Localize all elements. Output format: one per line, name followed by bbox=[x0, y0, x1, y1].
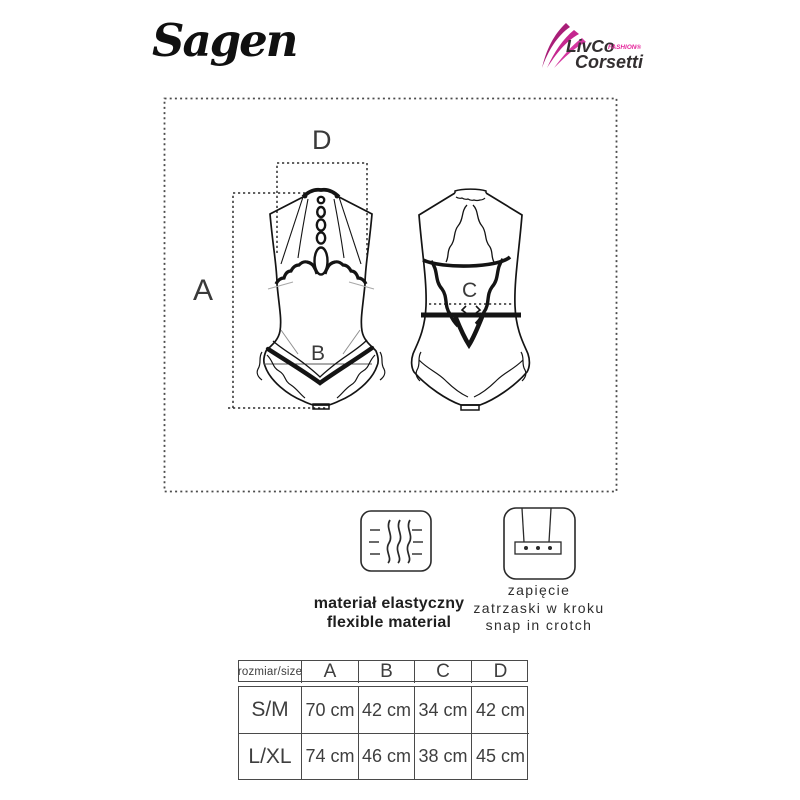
brand-fashion: FASHION® bbox=[608, 44, 642, 51]
row-sm-b: 42 cm bbox=[358, 687, 414, 733]
caption-line: flexible material bbox=[326, 614, 452, 631]
snap-crotch-icon bbox=[501, 505, 579, 583]
row-sm-c: 34 cm bbox=[414, 687, 471, 733]
caption-line: zatrzaski w kroku bbox=[473, 599, 605, 616]
row-lxl-d: 45 cm bbox=[471, 733, 529, 779]
row-sm-d: 42 cm bbox=[471, 687, 529, 733]
elastic-material-icon bbox=[358, 508, 434, 574]
header-cell-b: B bbox=[358, 661, 414, 683]
header-cell-a: A bbox=[301, 661, 358, 683]
label-c: C bbox=[462, 279, 478, 302]
caption-line: materiał elastyczny bbox=[313, 595, 465, 612]
size-table-header bbox=[238, 660, 528, 682]
caption-line: zapięcie bbox=[507, 582, 571, 598]
header-cell-d: D bbox=[471, 661, 529, 683]
diagram-dotted-border bbox=[165, 99, 617, 492]
label-b: B bbox=[311, 342, 326, 365]
row-lxl-a: 74 cm bbox=[301, 733, 358, 779]
label-a: A bbox=[193, 274, 214, 307]
size-table-body bbox=[238, 686, 528, 780]
header-cell-rozmiar: rozmiar/size bbox=[237, 666, 303, 678]
row-sm-a: 70 cm bbox=[301, 687, 358, 733]
brand-corsetti: Corsetti bbox=[575, 52, 644, 72]
brand-livco: LivCo bbox=[566, 36, 615, 56]
row-lxl-c: 38 cm bbox=[414, 733, 471, 779]
row-lxl-b: 46 cm bbox=[358, 733, 414, 779]
label-d: D bbox=[312, 125, 332, 155]
header-cell-c: C bbox=[414, 661, 471, 683]
size-table bbox=[238, 660, 528, 780]
row-sm-size: S/M bbox=[251, 698, 289, 721]
page-title: Sagen bbox=[152, 14, 297, 67]
elastic-material-caption bbox=[294, 594, 484, 632]
snap-crotch-caption bbox=[459, 582, 619, 635]
caption-line: snap in crotch bbox=[485, 617, 593, 633]
row-lxl-size: L/XL bbox=[239, 733, 301, 779]
